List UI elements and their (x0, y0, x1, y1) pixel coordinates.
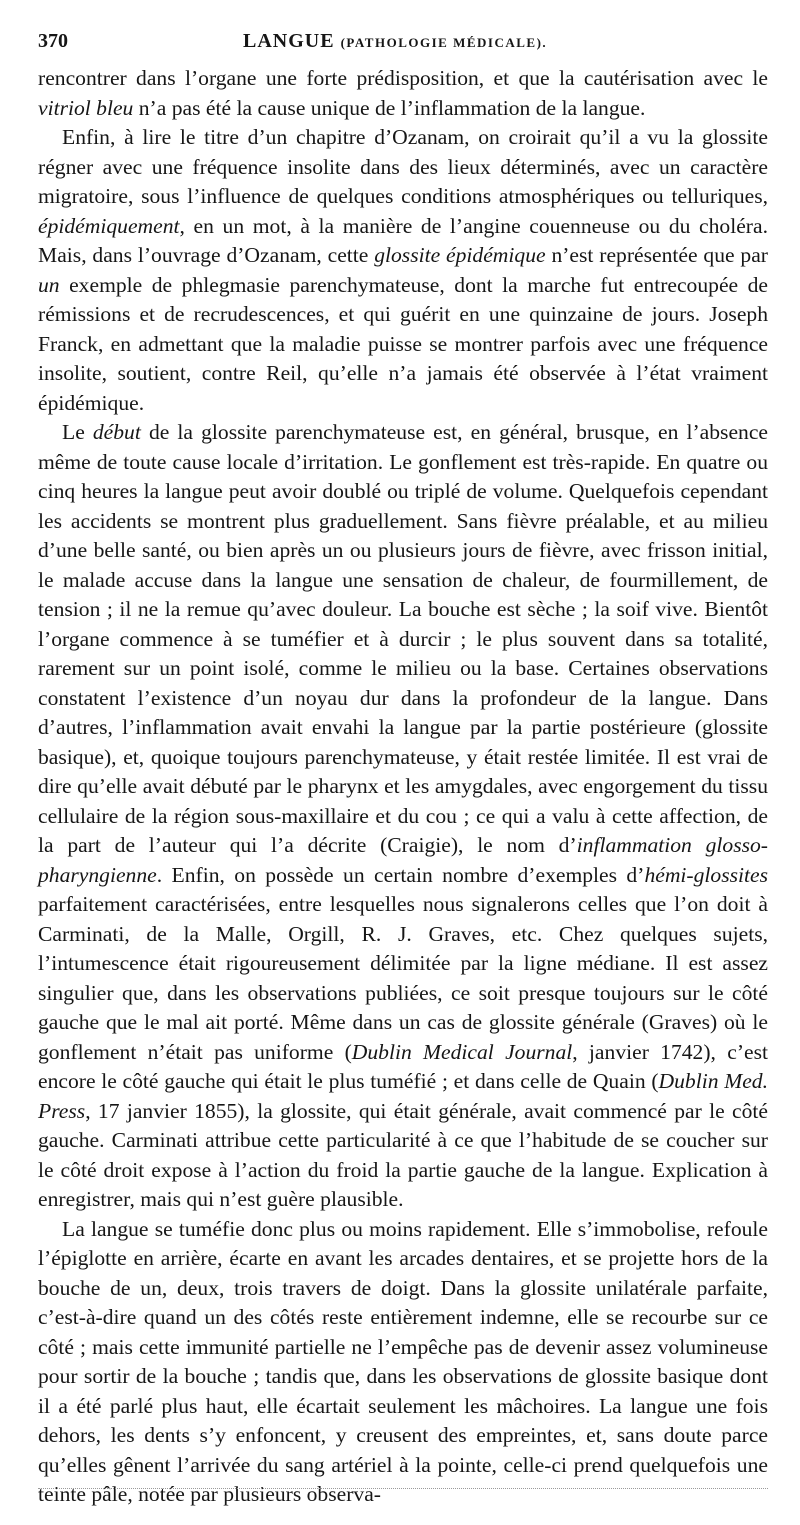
text-run: . Enfin, on possède un certain nombre d’exemples d’ (156, 862, 645, 887)
page-header (38, 30, 768, 64)
italic-run: hémi-glossites (644, 862, 768, 887)
text-run: La langue se tuméfie donc plus ou moins rapidement. Elle s’immobolise, refoule l’épiglotte en arrière, écarte en avant les arcades dentaires, et se projette hors de la bouche de un, deux, trois travers de doigt. Dans la glossite unilatérale parfaite, c’est-à-dire quand un des côtés reste entièrement indemne, elle se recourbe sur ce côté ; mais cette immunité partielle ne l’empêche pas de devenir assez volumineuse pour sortir de la bouche ; tandis que, dans les observations de glossite basique dont il a été parlé plus haut, elle écartait seulement les mâchoires. La langue une fois dehors, les dents s’y enfoncent, y creusent des empreintes, et, sans doute parce qu’elles gênent l’arrivée du sang artériel à la pointe, celle-ci prend quelquefois une teinte pâle, notée par plusieurs observa- (38, 1216, 768, 1506)
text-run: , 17 janvier 1855), la glossite, qui était générale, avait commencé par le côté gauche. Carminati attribue cette particularité à ce que l’habitude de se coucher sur le côté droit expose à l’action du froid la partie gauche de la langue. Explication à enregistrer, mais qui n’est guère plausible. (38, 1098, 768, 1211)
paragraph-tumefaction (38, 1215, 768, 1510)
paragraph-epidemic (38, 123, 768, 418)
text-run: n’est représentée que par (545, 243, 769, 267)
italic-run: Dublin Medical Journal (351, 1039, 573, 1064)
italic-run: glossite épidémique (374, 243, 546, 267)
text-run: Enfin, à lire le titre d’un chapitre d’Ozanam, on croirait qu’il a vu la glossite régner avec une fréquence insolite dans des lieux déterminés, avec un caractère migratoire, sous l’influence de quelques conditions atmosphériques ou telluriques, (38, 125, 768, 208)
italic-run: Dublin Med. Press (38, 1069, 768, 1123)
page-number: 370 (38, 30, 68, 52)
text-run: n’a pas été la cause unique de l’inflammation de la langue. (133, 95, 646, 120)
running-title: LANGUE (243, 30, 335, 52)
text-run: de la glossite parenchymateuse est, en général, brusque, en l’absence même de toute cause locale d’irritation. Le gonflement est très-rapide. En quatre ou cinq heures la langue peut avoir doublé ou triplé de volume. Quelquefois cependant les accidents se montrent plus graduellement. Sans fièvre préalable, et au milieu d’une belle santé, ou bien après un ou plusieurs jours de fièvre, avec frisson initial, le malade accuse dans la langue une sensation de chaleur, de fourmillement, de tension ; il ne la remue qu’avec douleur. La bouche est sèche ; la soif vive. Bientôt l’organe commence à se tuméfier et à durcir ; le plus souvent dans sa totalité, rarement sur un point isolé, comme le milieu ou la base. Certaines observations constatent l’existence d’un noyau dur dans la profondeur de la langue. Dans d’autres, l’inflammation avait envahi la langue par la partie postérieure (glossite basique), et, quoique toujours parenchymateuse, y était restée limitée. Il est vrai de dire qu’elle avait débuté par le pharynx et les amygdales, avec engorgement du tissu cellulaire de la région sous-maxillaire et du cou ; ce qui a valu à cette affection, de la part de l’auteur qui l’a décrite (Craigie), le nom d’ (38, 420, 768, 857)
text-run: parfaitement caractérisées, entre lesquelles nous signalerons celles que l’on doit à Carminati, de la Malle, Orgill, R. J. Graves, etc. Chez quelques sujets, l’intumescence était rigoureusement délimitée par la ligne médiane. Il est assez singulier que, dans les observations publiées, ce soit presque toujours sur le côté gauche que le mal ait porté. Même dans un cas de glossite générale (Graves) où le gonflement n’était pas uniforme ( (38, 892, 768, 1064)
italic-run: épidémiquement (38, 213, 180, 238)
text-run: , en un mot, à la manière de l’angine couenneuse ou du choléra. Mais, dans l’ouvrage d’Ozanam, cette (38, 213, 768, 267)
text-run: rencontrer dans l’organe une forte prédisposition, et que la cautérisation avec le (38, 66, 768, 90)
italic-run: début (92, 420, 141, 444)
paragraph-debut (38, 418, 768, 1215)
running-subtitle: (PATHOLOGIE MÉDICALE). (340, 35, 548, 50)
text-run: Le (62, 420, 93, 444)
text-run: exemple de phlegmasie parenchymateuse, dont la marche fut entrecoupée de rémissions et de recrudescences, et qui guérit en une quinzaine de jours. Joseph Franck, en admettant que la maladie puisse se montrer parfois avec une fréquence insolite, soutient, contre Reil, qu’elle n’a jamais été observée à l’état vraiment épidémique. (38, 272, 768, 415)
italic-run: inflammation glosso-pharyngienne (38, 833, 768, 887)
italic-run: vitriol bleu (38, 95, 134, 120)
paragraph-continuation (38, 64, 768, 123)
text-run: , janvier 1742), c’est encore le côté gauche qui était le plus tuméfié ; et dans celle de Quain ( (38, 1039, 768, 1093)
italic-run: un (38, 272, 60, 297)
footer-rule (38, 1488, 768, 1490)
